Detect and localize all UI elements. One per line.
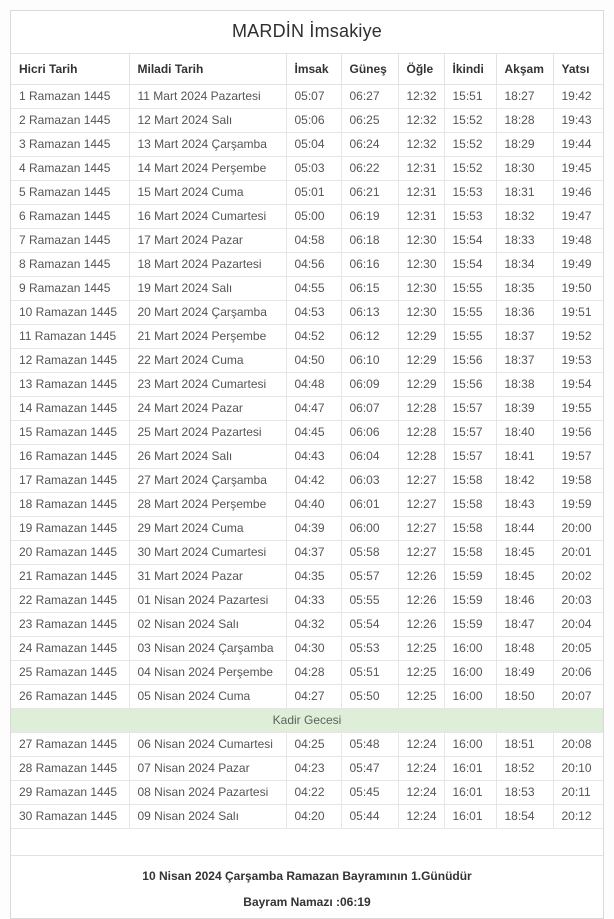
table-cell: 02 Nisan 2024 Salı <box>129 613 286 637</box>
table-cell: 06:25 <box>341 109 398 133</box>
table-row <box>11 541 603 565</box>
table-cell: 26 Ramazan 1445 <box>11 685 129 709</box>
table-cell: 04:58 <box>286 229 341 253</box>
table-cell: 11 Mart 2024 Pazartesi <box>129 85 286 109</box>
table-cell: 25 Ramazan 1445 <box>11 661 129 685</box>
column-header-0: Hicri Tarih <box>11 54 129 85</box>
table-cell: 04:39 <box>286 517 341 541</box>
table-cell: 20 Mart 2024 Çarşamba <box>129 301 286 325</box>
table-cell: 06:18 <box>341 229 398 253</box>
prayer-times-table <box>11 54 603 829</box>
table-cell: 19:49 <box>553 253 603 277</box>
table-row <box>11 781 603 805</box>
table-cell: 19:42 <box>553 85 603 109</box>
table-cell: 18:35 <box>496 277 553 301</box>
table-cell: 04:42 <box>286 469 341 493</box>
column-header-7: Yatsı <box>553 54 603 85</box>
table-cell: 14 Ramazan 1445 <box>11 397 129 421</box>
table-cell: 24 Ramazan 1445 <box>11 637 129 661</box>
table-cell: 05:55 <box>341 589 398 613</box>
table-cell: 19:44 <box>553 133 603 157</box>
table-cell: 06:16 <box>341 253 398 277</box>
column-header-1: Miladi Tarih <box>129 54 286 85</box>
table-cell: 18:42 <box>496 469 553 493</box>
table-cell: 05:07 <box>286 85 341 109</box>
table-cell: 12 Mart 2024 Salı <box>129 109 286 133</box>
table-cell: 18:39 <box>496 397 553 421</box>
table-cell: 06:22 <box>341 157 398 181</box>
table-cell: 04:27 <box>286 685 341 709</box>
table-cell: 04:30 <box>286 637 341 661</box>
table-row <box>11 445 603 469</box>
table-row <box>11 229 603 253</box>
table-cell: 15:59 <box>444 589 496 613</box>
table-cell: 12:25 <box>398 661 444 685</box>
table-cell: 05:48 <box>341 733 398 757</box>
table-cell: 18 Ramazan 1445 <box>11 493 129 517</box>
table-row <box>11 637 603 661</box>
table-cell: 15 Ramazan 1445 <box>11 421 129 445</box>
table-cell: 13 Mart 2024 Çarşamba <box>129 133 286 157</box>
table-cell: 12 Ramazan 1445 <box>11 349 129 373</box>
table-row <box>11 613 603 637</box>
table-cell: 06:21 <box>341 181 398 205</box>
table-cell: 18:47 <box>496 613 553 637</box>
table-cell: 15:55 <box>444 277 496 301</box>
table-cell: 28 Ramazan 1445 <box>11 757 129 781</box>
table-cell: 19:59 <box>553 493 603 517</box>
table-cell: 12:25 <box>398 685 444 709</box>
table-cell: 12:32 <box>398 85 444 109</box>
table-cell: 06:09 <box>341 373 398 397</box>
table-cell: 20:01 <box>553 541 603 565</box>
table-cell: 04:47 <box>286 397 341 421</box>
table-cell: 04:53 <box>286 301 341 325</box>
table-cell: 18:46 <box>496 589 553 613</box>
table-cell: 06:27 <box>341 85 398 109</box>
table-cell: 15:59 <box>444 565 496 589</box>
table-cell: 04:22 <box>286 781 341 805</box>
table-cell: 13 Ramazan 1445 <box>11 373 129 397</box>
table-row <box>11 205 603 229</box>
table-row <box>11 373 603 397</box>
column-header-2: İmsak <box>286 54 341 85</box>
table-cell: 05:57 <box>341 565 398 589</box>
table-cell: 19:48 <box>553 229 603 253</box>
table-cell: 20:05 <box>553 637 603 661</box>
table-row <box>11 157 603 181</box>
table-cell: 27 Ramazan 1445 <box>11 733 129 757</box>
table-cell: 05:00 <box>286 205 341 229</box>
table-cell: 06:06 <box>341 421 398 445</box>
table-cell: 15:55 <box>444 325 496 349</box>
table-cell: 19:56 <box>553 421 603 445</box>
table-cell: 04:45 <box>286 421 341 445</box>
table-cell: 20:07 <box>553 685 603 709</box>
table-cell: 12:27 <box>398 493 444 517</box>
table-cell: 18:45 <box>496 541 553 565</box>
table-cell: 15:57 <box>444 397 496 421</box>
table-cell: 15:58 <box>444 541 496 565</box>
table-cell: 25 Mart 2024 Pazartesi <box>129 421 286 445</box>
table-cell: 18:53 <box>496 781 553 805</box>
table-cell: 10 Ramazan 1445 <box>11 301 129 325</box>
table-cell: 18:36 <box>496 301 553 325</box>
table-cell: 29 Ramazan 1445 <box>11 781 129 805</box>
table-cell: 12:27 <box>398 517 444 541</box>
column-header-3: Güneş <box>341 54 398 85</box>
table-cell: 29 Mart 2024 Cuma <box>129 517 286 541</box>
table-cell: 04:37 <box>286 541 341 565</box>
table-row <box>11 421 603 445</box>
page-title: MARDİN İmsakiye <box>11 11 603 54</box>
table-cell: 20:10 <box>553 757 603 781</box>
table-cell: 15:55 <box>444 301 496 325</box>
table-cell: 18:38 <box>496 373 553 397</box>
table-cell: 12:28 <box>398 421 444 445</box>
table-cell: 31 Mart 2024 Pazar <box>129 565 286 589</box>
table-cell: 15 Mart 2024 Cuma <box>129 181 286 205</box>
table-cell: 12:28 <box>398 397 444 421</box>
table-cell: 07 Nisan 2024 Pazar <box>129 757 286 781</box>
table-cell: 20:11 <box>553 781 603 805</box>
table-cell: 8 Ramazan 1445 <box>11 253 129 277</box>
table-cell: 20 Ramazan 1445 <box>11 541 129 565</box>
table-header <box>11 54 603 85</box>
table-row <box>11 565 603 589</box>
table-row <box>11 493 603 517</box>
table-cell: 19:57 <box>553 445 603 469</box>
table-cell: 18:48 <box>496 637 553 661</box>
table-row <box>11 685 603 709</box>
table-cell: 20:03 <box>553 589 603 613</box>
table-cell: 04:25 <box>286 733 341 757</box>
table-cell: 20:12 <box>553 805 603 829</box>
table-cell: 18:37 <box>496 349 553 373</box>
table-cell: 19:53 <box>553 349 603 373</box>
table-cell: 16:01 <box>444 781 496 805</box>
table-cell: 05 Nisan 2024 Cuma <box>129 685 286 709</box>
column-header-4: Öğle <box>398 54 444 85</box>
table-cell: 12:30 <box>398 301 444 325</box>
table-cell: 20:00 <box>553 517 603 541</box>
table-cell: 15:56 <box>444 349 496 373</box>
table-body <box>11 85 603 829</box>
table-cell: 05:50 <box>341 685 398 709</box>
table-row <box>11 133 603 157</box>
table-cell: 18:44 <box>496 517 553 541</box>
table-row <box>11 397 603 421</box>
table-cell: 03 Nisan 2024 Çarşamba <box>129 637 286 661</box>
table-row <box>11 757 603 781</box>
table-cell: 12:24 <box>398 757 444 781</box>
table-cell: 20:08 <box>553 733 603 757</box>
table-cell: 17 Ramazan 1445 <box>11 469 129 493</box>
table-cell: 18:29 <box>496 133 553 157</box>
table-cell: 18:32 <box>496 205 553 229</box>
table-cell: 12:27 <box>398 469 444 493</box>
table-cell: 18:43 <box>496 493 553 517</box>
header-row <box>11 54 603 85</box>
table-row <box>11 277 603 301</box>
table-cell: 15:53 <box>444 205 496 229</box>
table-cell: 05:54 <box>341 613 398 637</box>
table-cell: 19:54 <box>553 373 603 397</box>
table-cell: 12:24 <box>398 733 444 757</box>
table-cell: 05:58 <box>341 541 398 565</box>
table-cell: 12:29 <box>398 325 444 349</box>
table-cell: 18:33 <box>496 229 553 253</box>
table-cell: 16 Ramazan 1445 <box>11 445 129 469</box>
table-cell: 15:54 <box>444 253 496 277</box>
table-cell: 15:56 <box>444 373 496 397</box>
table-row <box>11 181 603 205</box>
table-cell: 18:40 <box>496 421 553 445</box>
table-cell: 12:30 <box>398 277 444 301</box>
table-cell: 05:45 <box>341 781 398 805</box>
table-cell: 04:20 <box>286 805 341 829</box>
table-cell: 18:37 <box>496 325 553 349</box>
table-cell: 06:12 <box>341 325 398 349</box>
empty-row <box>11 829 603 856</box>
table-cell: 15:52 <box>444 133 496 157</box>
table-cell: 04:48 <box>286 373 341 397</box>
table-cell: 12:24 <box>398 805 444 829</box>
table-cell: 12:25 <box>398 637 444 661</box>
table-cell: 19:46 <box>553 181 603 205</box>
table-cell: 16:00 <box>444 637 496 661</box>
table-cell: 18:50 <box>496 685 553 709</box>
table-row <box>11 253 603 277</box>
table-cell: 16:00 <box>444 733 496 757</box>
table-cell: 09 Nisan 2024 Salı <box>129 805 286 829</box>
table-cell: 18:51 <box>496 733 553 757</box>
table-cell: 18:31 <box>496 181 553 205</box>
table-row <box>11 805 603 829</box>
table-cell: 16:01 <box>444 805 496 829</box>
table-cell: 18:52 <box>496 757 553 781</box>
table-cell: 19:55 <box>553 397 603 421</box>
table-cell: 19:43 <box>553 109 603 133</box>
table-cell: 05:53 <box>341 637 398 661</box>
table-cell: 12:26 <box>398 613 444 637</box>
table-cell: 18:49 <box>496 661 553 685</box>
table-row <box>11 469 603 493</box>
table-cell: 06:00 <box>341 517 398 541</box>
table-cell: 04:52 <box>286 325 341 349</box>
table-cell: 12:26 <box>398 589 444 613</box>
table-cell: 6 Ramazan 1445 <box>11 205 129 229</box>
table-cell: 18:45 <box>496 565 553 589</box>
table-cell: 15:51 <box>444 85 496 109</box>
table-cell: 21 Mart 2024 Perşembe <box>129 325 286 349</box>
table-cell: 06:13 <box>341 301 398 325</box>
table-cell: 18:41 <box>496 445 553 469</box>
table-cell: 19:45 <box>553 157 603 181</box>
table-cell: 06:19 <box>341 205 398 229</box>
kadir-gecesi-row <box>11 709 603 733</box>
table-cell: 06:01 <box>341 493 398 517</box>
table-row <box>11 517 603 541</box>
table-cell: 30 Ramazan 1445 <box>11 805 129 829</box>
table-cell: 15:57 <box>444 421 496 445</box>
table-cell: 04:35 <box>286 565 341 589</box>
table-cell: 15:58 <box>444 469 496 493</box>
table-cell: 01 Nisan 2024 Pazartesi <box>129 589 286 613</box>
table-cell: 1 Ramazan 1445 <box>11 85 129 109</box>
table-cell: 15:53 <box>444 181 496 205</box>
table-cell: 20:04 <box>553 613 603 637</box>
table-cell: 12:28 <box>398 445 444 469</box>
table-row <box>11 589 603 613</box>
table-cell: 04:23 <box>286 757 341 781</box>
table-cell: 06:15 <box>341 277 398 301</box>
table-cell: 18:28 <box>496 109 553 133</box>
table-cell: 7 Ramazan 1445 <box>11 229 129 253</box>
table-cell: 06:24 <box>341 133 398 157</box>
table-cell: 20:02 <box>553 565 603 589</box>
table-cell: 23 Mart 2024 Cumartesi <box>129 373 286 397</box>
table-cell: 19:52 <box>553 325 603 349</box>
table-cell: 05:44 <box>341 805 398 829</box>
table-cell: 23 Ramazan 1445 <box>11 613 129 637</box>
table-cell: 15:52 <box>444 157 496 181</box>
table-row <box>11 733 603 757</box>
table-cell: 9 Ramazan 1445 <box>11 277 129 301</box>
table-cell: 15:58 <box>444 493 496 517</box>
bayram-namazi-time: Bayram Namazı :06:19 <box>243 895 371 909</box>
table-cell: 2 Ramazan 1445 <box>11 109 129 133</box>
table-cell: 18:30 <box>496 157 553 181</box>
table-cell: 04:32 <box>286 613 341 637</box>
table-cell: 05:06 <box>286 109 341 133</box>
table-cell: 16:01 <box>444 757 496 781</box>
table-cell: 05:01 <box>286 181 341 205</box>
table-row <box>11 325 603 349</box>
table-row <box>11 301 603 325</box>
table-cell: 15:54 <box>444 229 496 253</box>
table-cell: 3 Ramazan 1445 <box>11 133 129 157</box>
table-cell: 12:30 <box>398 229 444 253</box>
table-row <box>11 661 603 685</box>
table-cell: 04:55 <box>286 277 341 301</box>
table-cell: 04:28 <box>286 661 341 685</box>
footer-section <box>11 856 603 918</box>
table-cell: 19:47 <box>553 205 603 229</box>
table-cell: 18:27 <box>496 85 553 109</box>
table-cell: 15:52 <box>444 109 496 133</box>
table-cell: 08 Nisan 2024 Pazartesi <box>129 781 286 805</box>
table-cell: 12:29 <box>398 373 444 397</box>
table-cell: 04:33 <box>286 589 341 613</box>
table-cell: 05:04 <box>286 133 341 157</box>
table-cell: 06:10 <box>341 349 398 373</box>
table-cell: 12:29 <box>398 349 444 373</box>
table-cell: 04:56 <box>286 253 341 277</box>
table-cell: 30 Mart 2024 Cumartesi <box>129 541 286 565</box>
table-cell: 27 Mart 2024 Çarşamba <box>129 469 286 493</box>
table-cell: 16:00 <box>444 685 496 709</box>
table-cell: 17 Mart 2024 Pazar <box>129 229 286 253</box>
table-cell: 05:03 <box>286 157 341 181</box>
table-cell: 20:06 <box>553 661 603 685</box>
table-cell: 18 Mart 2024 Pazartesi <box>129 253 286 277</box>
imsakiye-card <box>10 10 604 919</box>
table-cell: 06 Nisan 2024 Cumartesi <box>129 733 286 757</box>
table-cell: 19:58 <box>553 469 603 493</box>
table-cell: 28 Mart 2024 Perşembe <box>129 493 286 517</box>
table-cell: 05:51 <box>341 661 398 685</box>
table-cell: 4 Ramazan 1445 <box>11 157 129 181</box>
table-cell: 15:59 <box>444 613 496 637</box>
table-cell: 12:31 <box>398 157 444 181</box>
table-cell: 12:26 <box>398 565 444 589</box>
bayram-note: 10 Nisan 2024 Çarşamba Ramazan Bayramının 1.Günüdür <box>142 869 472 883</box>
table-cell: 11 Ramazan 1445 <box>11 325 129 349</box>
table-cell: 05:47 <box>341 757 398 781</box>
table-cell: 04:50 <box>286 349 341 373</box>
table-cell: 06:04 <box>341 445 398 469</box>
column-header-6: Akşam <box>496 54 553 85</box>
table-cell: 12:32 <box>398 133 444 157</box>
table-cell: 14 Mart 2024 Perşembe <box>129 157 286 181</box>
table-cell: 15:58 <box>444 517 496 541</box>
table-cell: 15:57 <box>444 445 496 469</box>
table-cell: 16 Mart 2024 Cumartesi <box>129 205 286 229</box>
table-cell: 12:30 <box>398 253 444 277</box>
table-cell: 22 Mart 2024 Cuma <box>129 349 286 373</box>
table-cell: 04:43 <box>286 445 341 469</box>
table-cell: 06:07 <box>341 397 398 421</box>
table-cell: 12:27 <box>398 541 444 565</box>
table-cell: 26 Mart 2024 Salı <box>129 445 286 469</box>
table-cell: 12:24 <box>398 781 444 805</box>
table-row <box>11 85 603 109</box>
table-row <box>11 109 603 133</box>
table-cell: 21 Ramazan 1445 <box>11 565 129 589</box>
column-header-5: İkindi <box>444 54 496 85</box>
table-cell: 19 Ramazan 1445 <box>11 517 129 541</box>
table-cell: 12:31 <box>398 181 444 205</box>
table-cell: 16:00 <box>444 661 496 685</box>
table-cell: 04 Nisan 2024 Perşembe <box>129 661 286 685</box>
table-cell: 22 Ramazan 1445 <box>11 589 129 613</box>
table-cell: 19:51 <box>553 301 603 325</box>
table-row <box>11 349 603 373</box>
table-cell: 18:34 <box>496 253 553 277</box>
table-cell: 19 Mart 2024 Salı <box>129 277 286 301</box>
table-cell: 04:40 <box>286 493 341 517</box>
kadir-gecesi-label: Kadir Gecesi <box>11 709 603 733</box>
table-cell: 5 Ramazan 1445 <box>11 181 129 205</box>
table-cell: 12:31 <box>398 205 444 229</box>
table-cell: 24 Mart 2024 Pazar <box>129 397 286 421</box>
table-cell: 06:03 <box>341 469 398 493</box>
table-cell: 19:50 <box>553 277 603 301</box>
table-cell: 18:54 <box>496 805 553 829</box>
table-cell: 12:32 <box>398 109 444 133</box>
